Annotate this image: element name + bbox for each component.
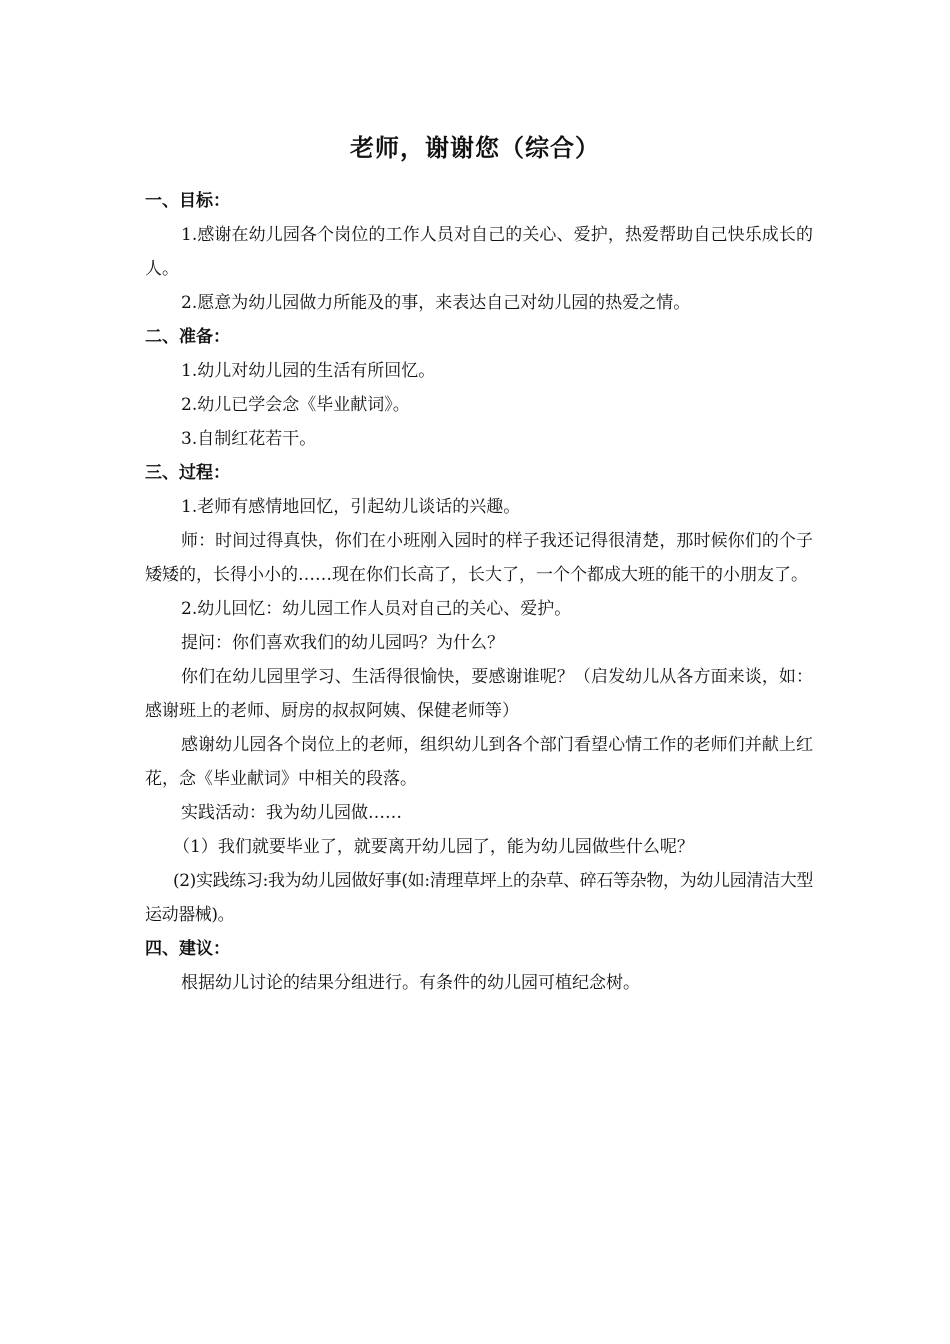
process-item-1: 1.老师有感情地回忆，引起幼儿谈话的兴趣。 xyxy=(181,497,521,517)
preparation-item-2: 2.幼儿已学会念《毕业献词》。 xyxy=(181,395,410,415)
goal-item-1: 1.感谢在幼儿园各个岗位的工作人员对自己的关心、爱护，热爱帮助自己快乐成长的人。 xyxy=(145,225,813,279)
section-heading-process: 三、过程： xyxy=(145,463,230,483)
section-heading-suggestions: 四、建议： xyxy=(145,939,230,959)
process-item-5: 你们在幼儿园里学习、生活得很愉快，要感谢谁呢？（启发幼儿从各方面来谈，如：感谢班上的老师、厨房的叔叔阿姨、保健老师等） xyxy=(145,667,813,721)
preparation-item-3: 3.自制红花若干。 xyxy=(181,429,317,449)
process-item-3: 2.幼儿回忆：幼儿园工作人员对自己的关心、爱护。 xyxy=(181,599,572,619)
process-item-4: 提问：你们喜欢我们的幼儿园吗？为什么？ xyxy=(181,633,504,653)
goal-item-2: 2.愿意为幼儿园做力所能及的事，来表达自己对幼儿园的热爱之情。 xyxy=(181,293,691,313)
suggestion-item-1: 根据幼儿讨论的结果分组进行。有条件的幼儿园可植纪念树。 xyxy=(181,973,640,993)
process-item-7: 实践活动：我为幼儿园做…… xyxy=(181,803,402,823)
process-item-6: 感谢幼儿园各个岗位上的老师，组织幼儿到各个部门看望心情工作的老师们并献上红花，念《毕业献词》中相关的段落。 xyxy=(145,735,813,789)
section-heading-preparation: 二、准备： xyxy=(145,327,230,347)
process-item-9: (2)实践练习:我为幼儿园做好事(如:清理草坪上的杂草、碎石等杂物，为幼儿园清洁大型运动器械)。 xyxy=(145,871,813,925)
process-item-8: （1）我们就要毕业了，就要离开幼儿园了，能为幼儿园做些什么呢？ xyxy=(173,837,694,857)
section-heading-goals: 一、目标： xyxy=(145,191,230,211)
process-item-2: 师：时间过得真快，你们在小班刚入园时的样子我还记得很清楚，那时候你们的个子矮矮的，长得小小的……现在你们长高了，长大了，一个个都成大班的能干的小朋友了。 xyxy=(145,531,813,585)
document-title: 老师，谢谢您（综合） xyxy=(350,134,600,162)
preparation-item-1: 1.幼儿对幼儿园的生活有所回忆。 xyxy=(181,361,436,381)
document-body xyxy=(145,184,813,1000)
